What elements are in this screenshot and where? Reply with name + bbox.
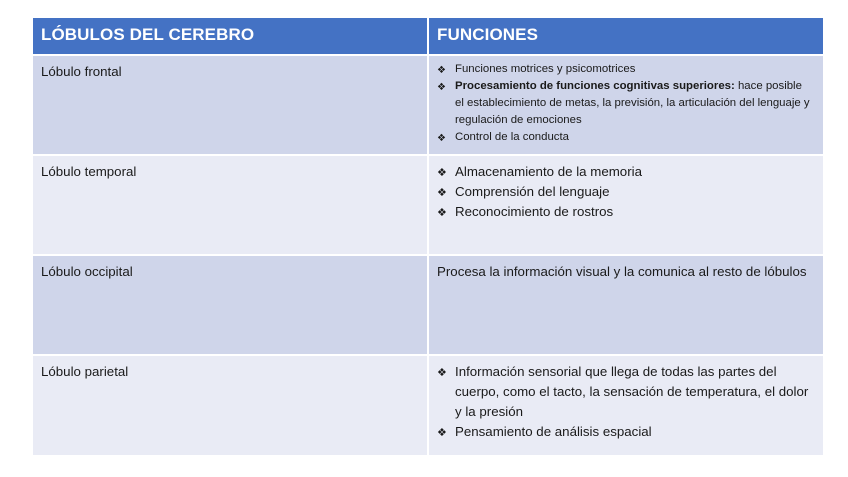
function-text: Control de la conducta [455,131,569,143]
functions-list [429,56,823,146]
lobe-name: Lóbulo temporal [41,164,137,179]
table-row [33,355,823,455]
header-lobes: LÓBULOS DEL CEREBRO [33,18,428,55]
lobe-cell [33,55,428,155]
diamond-bullet-icon: ❖ [437,367,447,379]
function-text: Almacenamiento de la memoria [455,164,642,179]
function-text: Información sensorial que llega de todas las partes del cuerpo, como el tacto, la sensación de temperatura, el dolor y la presión [455,364,809,419]
lobe-cell [33,155,428,255]
list-item [437,422,813,442]
diamond-bullet-icon: ❖ [437,207,447,219]
functions-cell [428,355,823,455]
lobe-name: Lóbulo parietal [41,364,129,379]
list-item [437,162,813,182]
diamond-bullet-icon: ❖ [437,65,446,76]
lobe-cell [33,355,428,455]
lobe-name: Lóbulo occipital [41,264,133,279]
table-row [33,55,823,155]
list-item [437,129,813,146]
list-item [437,362,813,422]
diamond-bullet-icon: ❖ [437,82,446,93]
header-functions: FUNCIONES [428,18,823,55]
function-text: Procesa la información visual y la comunica al resto de lóbulos [437,264,807,279]
functions-cell [428,255,823,355]
list-item [437,78,813,129]
diamond-bullet-icon: ❖ [437,427,447,439]
table-row [33,255,823,355]
diamond-bullet-icon: ❖ [437,167,447,179]
functions-list [429,156,823,222]
function-text: Funciones motrices y psicomotrices [455,63,636,75]
table-header-row [33,18,823,55]
function-text: Comprensión del lenguaje [455,184,610,199]
lobe-name: Lóbulo frontal [41,64,122,79]
function-text: hace posible el establecimiento de metas, la previsión, la articulación del lenguaje y regulación de emociones [455,80,810,126]
table-row [33,155,823,255]
list-item [437,61,813,78]
functions-list [429,356,823,442]
lobe-cell [33,255,428,355]
function-text: Reconocimiento de rostros [455,204,614,219]
functions-cell [428,55,823,155]
function-text: Pensamiento de análisis espacial [455,424,652,439]
diamond-bullet-icon: ❖ [437,187,447,199]
diamond-bullet-icon: ❖ [437,133,446,144]
functions-cell [428,155,823,255]
list-item [437,182,813,202]
function-bold-text: Procesamiento de funciones cognitivas superiores: [455,80,735,92]
list-item [437,202,813,222]
brain-lobes-table [33,18,823,455]
